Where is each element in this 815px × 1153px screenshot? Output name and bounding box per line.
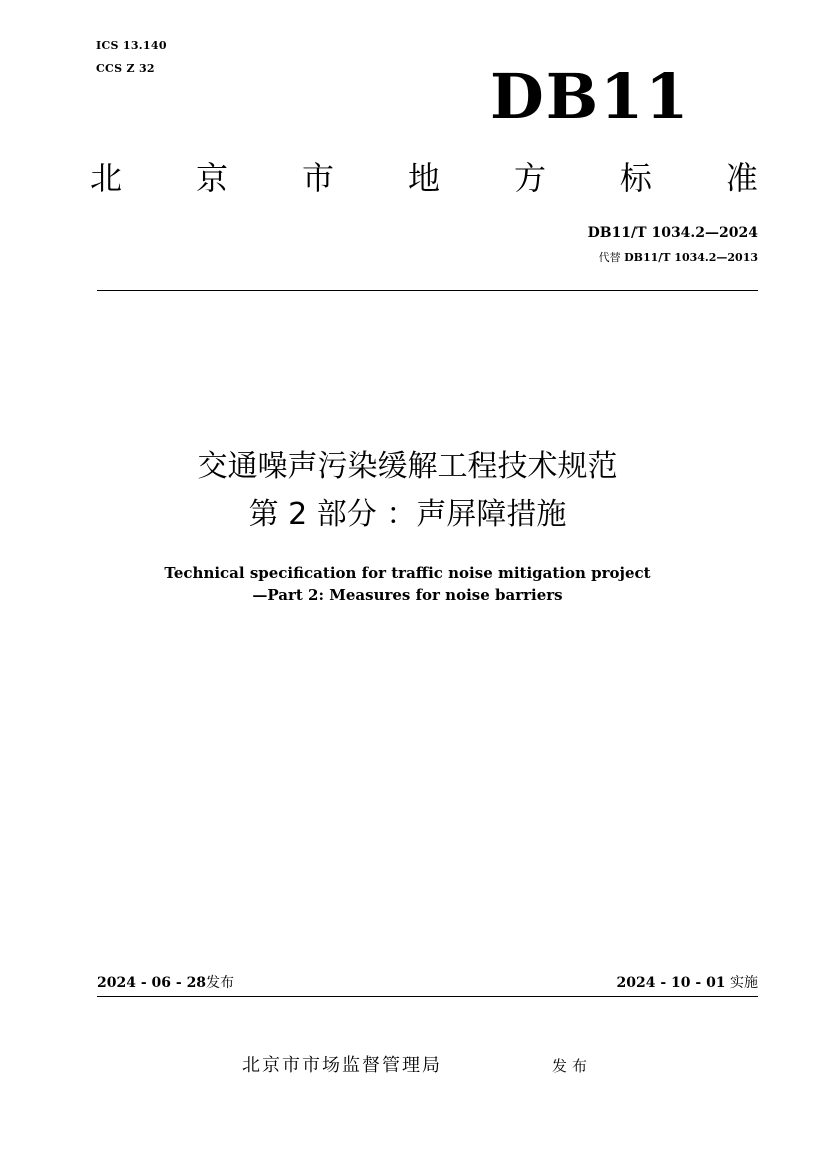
- title-cn-line1: 交通噪声污染缓解工程技术规范: [197, 449, 618, 484]
- standard-type-char: 标: [619, 159, 652, 197]
- standard-type-char: 市: [301, 159, 334, 197]
- implement-date-line: [617, 976, 759, 990]
- standard-type-char: 准: [725, 159, 758, 197]
- issue-date: 2024 - 06 - 28: [97, 975, 207, 991]
- implement-label: 实施: [730, 975, 758, 991]
- replaces-line: [599, 252, 758, 263]
- publisher-name: 北京市市场监督管理局: [242, 1055, 442, 1076]
- title-en-line1: Technical specification for traffic noise mitigation project: [164, 564, 651, 582]
- issue-label: 发布: [206, 975, 235, 991]
- ccs-code: CCS Z 32: [96, 62, 155, 75]
- replaces-label: 代替: [598, 251, 621, 264]
- db11-logo: DB11: [490, 60, 691, 133]
- standard-type-heading: [90, 159, 758, 197]
- ics-code: ICS 13.140: [96, 39, 167, 52]
- replaces-number: DB11/T 1034.2—2013: [624, 251, 758, 264]
- standard-type-char: 北: [90, 159, 123, 197]
- standard-type-char: 京: [195, 159, 228, 197]
- standard-number: DB11/T 1034.2—2024: [587, 225, 758, 241]
- standard-type-char: 地: [407, 159, 440, 197]
- top-divider: [97, 290, 758, 291]
- title-cn-line2: 第 2 部分 ：声屏障措施: [248, 497, 567, 532]
- publisher-action: 发布: [552, 1057, 593, 1075]
- bottom-divider: [97, 996, 758, 997]
- implement-date: 2024 - 10 - 01: [616, 975, 726, 991]
- standard-type-char: 方: [513, 159, 546, 197]
- title-en-line2: —Part 2: Measures for noise barriers: [252, 586, 563, 604]
- issue-date-line: [97, 976, 234, 990]
